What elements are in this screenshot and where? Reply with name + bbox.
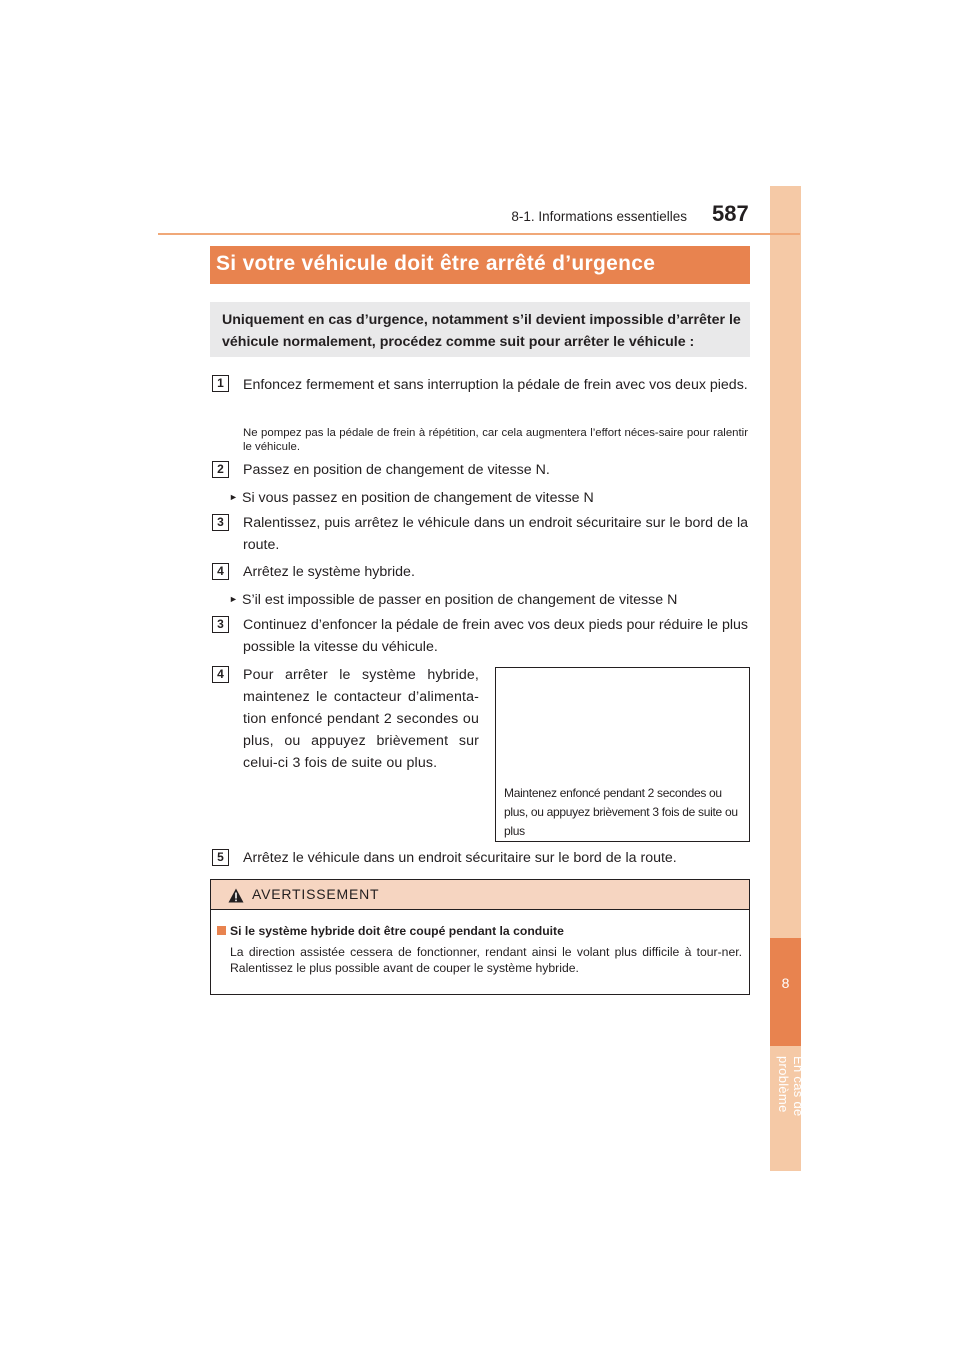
step-number: 3 (212, 514, 229, 531)
chapter-number: 8 (781, 975, 790, 991)
step-text: Enfoncez fermement et sans interruption la pédale de frein avec vos deux pieds. (243, 377, 748, 393)
header-section-title: 8-1. Informations essentielles (511, 209, 687, 224)
step-number: 2 (212, 461, 229, 478)
figure-caption: Maintenez enfoncé pendant 2 secondes ou plus, ou appuyez brièvement 3 fois de suite ou plus (504, 786, 738, 838)
warning-subheading-text: Si le système hybride doit être coupé pendant la conduite (230, 924, 564, 938)
header-divider (158, 233, 800, 235)
step-text: Pour arrêter le système hybride, maintenez le contacteur d’alimenta-tion enfoncé pendant 2 secondes ou plus, ou appuyez brièvement sur celui-ci 3 fois de suite ou plus. (243, 667, 479, 771)
step-number: 3 (212, 616, 229, 633)
warning-triangle-icon (228, 888, 244, 903)
warning-header (211, 880, 749, 910)
square-bullet-icon (217, 926, 226, 935)
step-number: 1 (212, 375, 229, 392)
step-number: 5 (212, 849, 229, 866)
subheading-text: S’il est impossible de passer en position de changement de vitesse N (242, 592, 678, 608)
step-text: Ralentissez, puis arrêtez le véhicule dans un endroit sécuritaire sur le bord de la route. (243, 515, 748, 553)
step-number: 4 (212, 666, 229, 683)
subheading (229, 486, 749, 509)
subheading-text: Si vous passez en position de changement de vitesse N (242, 490, 594, 506)
step-note: Ne pompez pas la pédale de frein à répétition, car cela augmentera l’effort néces-saire pour ralentir le véhicule. (243, 427, 748, 453)
triangle-bullet-icon: ► (229, 492, 238, 502)
subheading (229, 588, 749, 611)
page-title-bar (210, 246, 750, 284)
step-number: 4 (212, 563, 229, 580)
warning-label: AVERTISSEMENT (252, 886, 380, 902)
page-number: 587 (712, 201, 749, 226)
step-text: Continuez d’enfoncer la pédale de frein avec vos deux pieds pour réduire le plus possible la vitesse du véhicule. (243, 617, 748, 655)
illustration-figure (495, 667, 750, 842)
step-text: Arrêtez le système hybride. (243, 564, 415, 580)
triangle-bullet-icon: ► (229, 594, 238, 604)
step-text: Passez en position de changement de vitesse N. (243, 462, 550, 478)
warning-subheading (217, 924, 564, 938)
page-title: Si votre véhicule doit être arrêté d’urgence (216, 252, 656, 275)
intro-box: Uniquement en cas d’urgence, notamment s’il devient impossible d’arrêter le véhicule normalement, procédez comme suit pour arrêter le véhicule : (210, 302, 750, 357)
chapter-number-box (770, 938, 801, 1046)
chapter-title: En cas de problème (776, 1056, 806, 1117)
warning-body: La direction assistée cessera de fonctionner, rendant ainsi le volant plus difficile à tour-ner. Ralentissez le plus possible avant de couper le système hybride. (230, 945, 742, 975)
step-text: Arrêtez le véhicule dans un endroit sécuritaire sur le bord de la route. (243, 850, 677, 866)
warning-box (210, 879, 750, 995)
chapter-side-tab (770, 186, 806, 1171)
